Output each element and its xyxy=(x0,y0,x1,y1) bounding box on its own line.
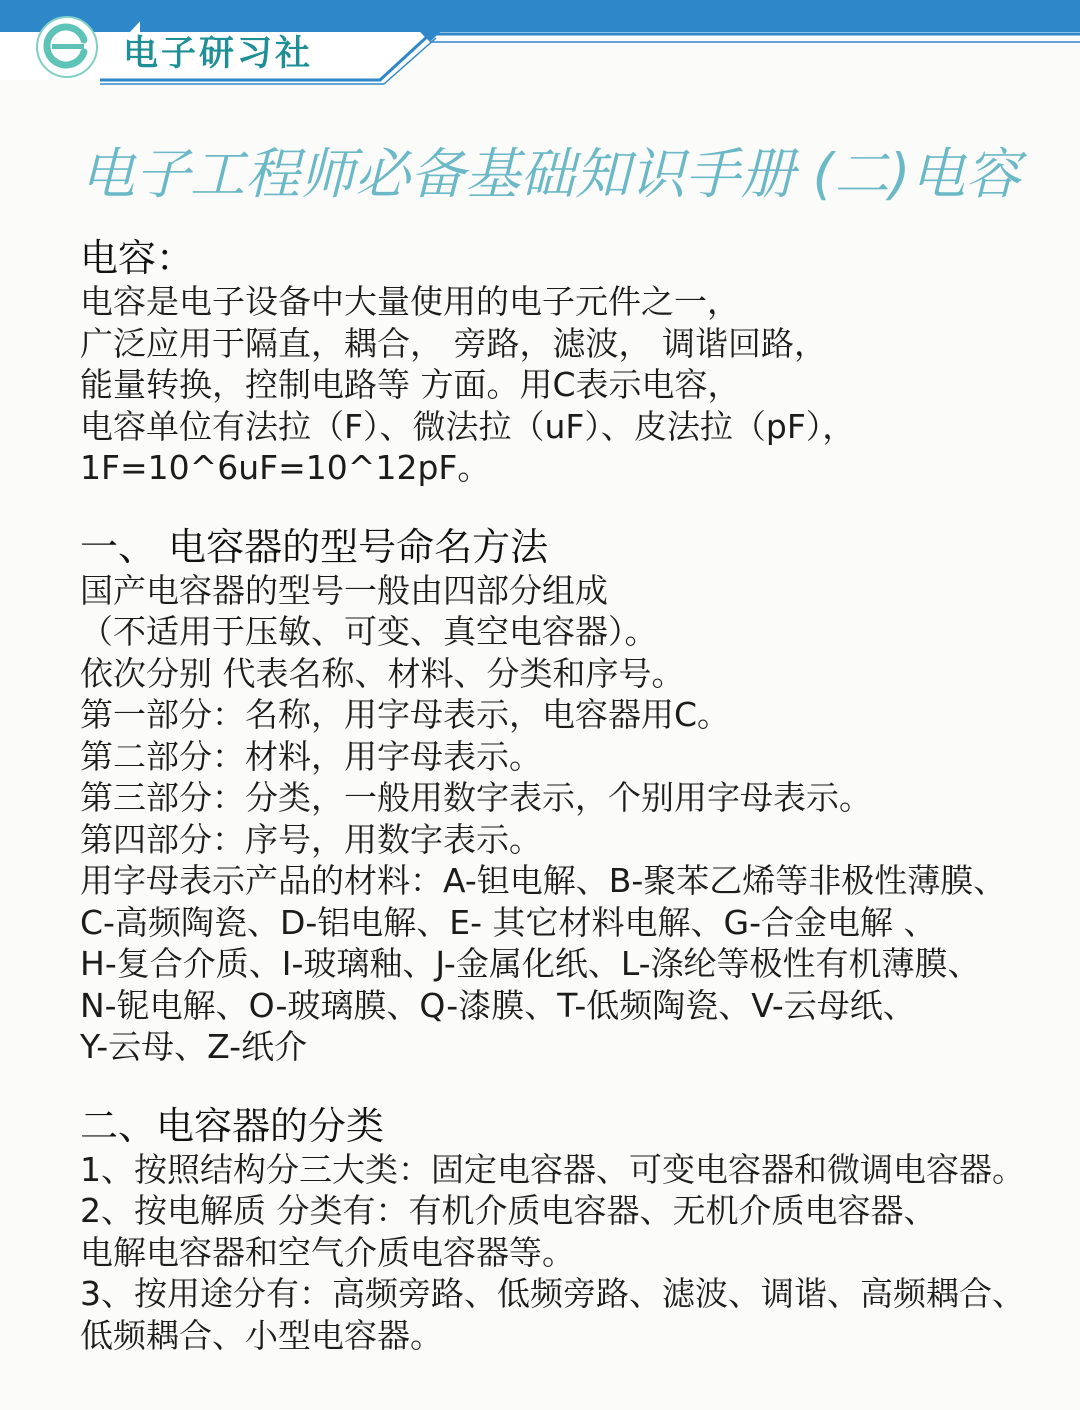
text-line: 国产电容器的型号一般由四部分组成 xyxy=(80,570,608,610)
text-line: C-高频陶瓷、D-铝电解、E- 其它材料电解、G-合金电解 、 xyxy=(80,902,937,942)
text-line: 第一部分：名称，用字母表示，电容器用C。 xyxy=(80,695,731,734)
section-classification xyxy=(80,1103,1070,1357)
header-banner xyxy=(0,0,1080,90)
text-line: 1F=10^6uF=10^12pF。 xyxy=(80,448,491,487)
brand-name: 电子研习社 xyxy=(123,34,314,74)
text-line: 电容单位有法拉（F）、微法拉（uF）、皮法拉（pF）， xyxy=(80,406,856,446)
text-line: 能量转换，控制电路等 方面。用C表示电容， xyxy=(80,365,741,404)
text-line: （不适用于压敏、可变、真空电容器）。 xyxy=(80,612,658,651)
text-line: 依次分别 代表名称、材料、分类和序号。 xyxy=(80,653,685,693)
text-line: H-复合介质、I-玻璃釉、J-金属化纸、L-涤纶等极性有机薄膜、 xyxy=(80,944,981,983)
text-line: 3、按用途分有：高频旁路、低频旁路、滤波、调谐、高频耦合、 xyxy=(80,1274,1025,1313)
text-line: N-铌电解、O-玻璃膜、Q-漆膜、T-低频陶瓷、V-云母纸、 xyxy=(80,985,916,1025)
text-line: 广泛应用于隔直，耦合， 旁路，滤波， 调谐回路， xyxy=(80,323,827,363)
text-line: 第三部分：分类，一般用数字表示，个别用字母表示。 xyxy=(80,778,872,817)
text-line: 电解电容器和空气介质电容器等。 xyxy=(80,1232,575,1272)
page-title: 电子工程师必备基础知识手册 (二)电容 xyxy=(80,142,1021,206)
article-body xyxy=(80,235,1070,1356)
section-heading: 电容： xyxy=(80,236,195,280)
text-line: 电容是电子设备中大量使用的电子元件之一， xyxy=(80,282,740,321)
text-line: 低频耦合、小型电容器。 xyxy=(80,1315,443,1355)
electronic-e-logo-icon xyxy=(34,14,100,80)
text-line: 第二部分：材料，用字母表示。 xyxy=(80,736,542,776)
section-heading: 二、电容器的分类 xyxy=(80,1103,385,1148)
text-line: 第四部分：序号，用数字表示。 xyxy=(80,819,542,859)
text-line: 1、按照结构分三大类：固定电容器、可变电容器和微调电容器。 xyxy=(80,1149,1025,1189)
text-line: 2、按电解质 分类有：有机介质电容器、无机介质电容器、 xyxy=(80,1191,937,1230)
text-line: 用字母表示产品的材料：A-钽电解、B-聚苯乙烯等非极性薄膜、 xyxy=(80,861,1007,900)
section-heading: 一、 电容器的型号命名方法 xyxy=(80,524,549,569)
section-model-naming xyxy=(80,524,1070,1068)
section-capacitor-intro xyxy=(80,235,1070,489)
text-line: Y-云母、Z-纸介 xyxy=(80,1027,308,1066)
